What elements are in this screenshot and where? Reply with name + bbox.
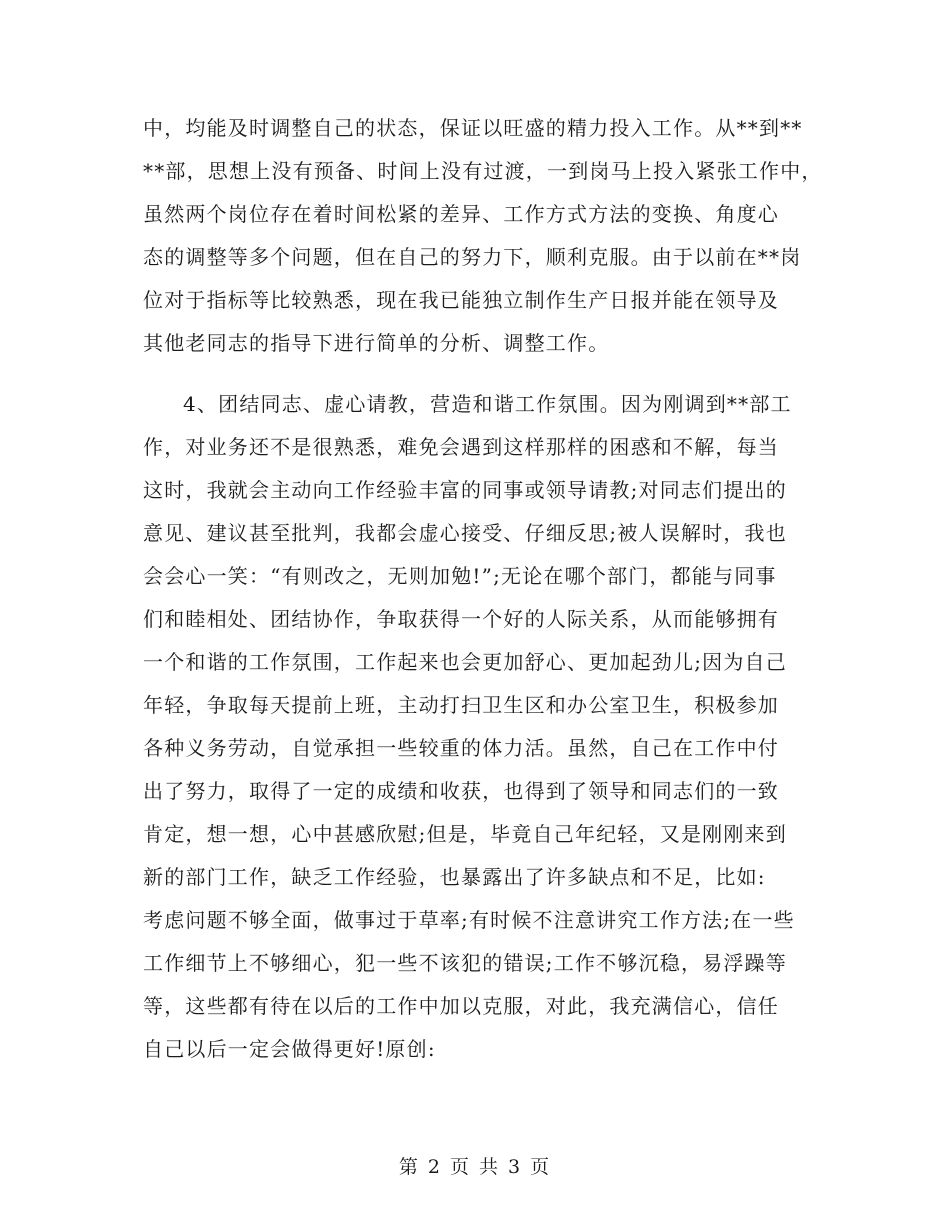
paragraph-1-line: 其他老同志的指导下进行简单的分析、调整工作。 bbox=[143, 331, 610, 355]
paragraph-2-line: 工作细节上不够细心，犯一些不该犯的错误;工作不够沉稳，易浮躁等 bbox=[143, 951, 787, 975]
paragraph-1-line: 位对于指标等比较熟悉，现在我已能独立制作生产日报并能在领导及 bbox=[143, 288, 779, 312]
paragraph-2-line: 这时，我就会主动向工作经验丰富的同事或领导请教;对同志们提出的 bbox=[143, 478, 787, 502]
paragraph-2-line: 意见、建议甚至批判，我都会虚心接受、仔细反思;被人误解时，我也 bbox=[143, 521, 787, 545]
paragraph-2-line: 各种义务劳动，自觉承担一些较重的体力活。虽然，自己在工作中付 bbox=[143, 736, 779, 760]
paragraph-2-line: 肯定，想一想，心中甚感欣慰;但是，毕竟自己年纪轻，又是刚刚来到 bbox=[143, 822, 787, 846]
paragraph-2-line: 新的部门工作，缺乏工作经验，也暴露出了许多缺点和不足，比如: bbox=[143, 865, 766, 889]
paragraph-2-line: 一个和谐的工作氛围，工作起来也会更加舒心、更加起劲儿;因为自己 bbox=[143, 650, 787, 674]
paragraph-2-line: 出了努力，取得了一定的成绩和收获，也得到了领导和同志们的一致 bbox=[143, 779, 779, 803]
paragraph-2-line: 作，对业务还不是很熟悉，难免会遇到这样那样的困惑和不解，每当 bbox=[143, 435, 779, 459]
paragraph-2-line: 等，这些都有待在以后的工作中加以克服，对此，我充满信心，信任 bbox=[143, 994, 779, 1018]
paragraph-2-line: 4、团结同志、虚心请教，营造和谐工作氛围。因为刚调到**部工 bbox=[183, 392, 792, 416]
page-number-footer: 第 2 页 共 3 页 bbox=[398, 1156, 552, 1178]
paragraph-1-line: 虽然两个岗位存在着时间松紧的差异、工作方式方法的变换、角度心 bbox=[143, 202, 779, 226]
paragraph-2-line: 们和睦相处、团结协作，争取获得一个好的人际关系，从而能够拥有 bbox=[143, 607, 779, 631]
paragraph-1-line: 中，均能及时调整自己的状态，保证以旺盛的精力投入工作。从**到** bbox=[143, 116, 803, 140]
paragraph-2-line: 会会心一笑：“有则改之，无则加勉!”;无论在哪个部门，都能与同事 bbox=[143, 564, 777, 588]
paragraph-2-line: 年轻，争取每天提前上班，主动打扫卫生区和办公室卫生，积极参加 bbox=[143, 693, 779, 717]
paragraph-2-line: 考虑问题不够全面，做事过于草率;有时候不注意讲究工作方法;在一些 bbox=[143, 908, 795, 932]
paragraph-2-line: 自己以后一定会做得更好!原创: bbox=[143, 1037, 436, 1061]
paragraph-1-line: 态的调整等多个问题，但在自己的努力下，顺利克服。由于以前在**岗 bbox=[143, 245, 802, 269]
paragraph-1-line: **部，思想上没有预备、时间上没有过渡，一到岗马上投入紧张工作中， bbox=[143, 159, 823, 183]
